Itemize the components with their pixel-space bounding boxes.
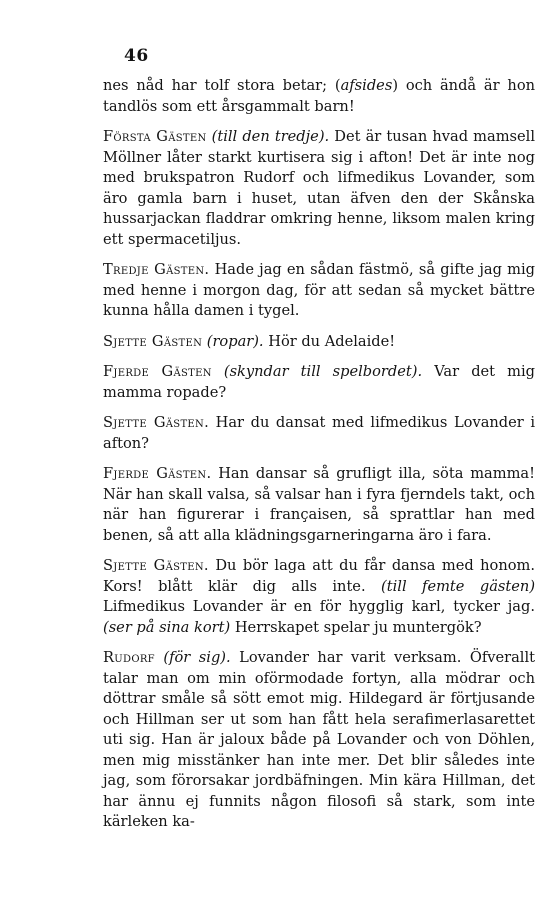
speaker-name: Fjerde Gästen. <box>103 465 212 482</box>
paragraph-continuation <box>103 76 535 117</box>
stage-direction: afsides <box>340 77 393 94</box>
stage-direction: (till den tredje). <box>211 128 330 145</box>
text-run: ) och ändå är hon tandlös som ett årsgammalt barn! <box>103 77 536 115</box>
speaker-name: Första Gästen <box>103 128 207 145</box>
speaker-name: Rudorf <box>103 649 155 666</box>
text-run: nes nåd har tolf stora betar; ( <box>103 77 341 94</box>
stage-direction: (ropar). <box>206 332 264 350</box>
dialogue-text: Hör du Adelaide! <box>263 332 396 350</box>
dialogue-text: Herrskapet spelar ju muntergök? <box>230 618 482 636</box>
stage-direction: (ser på sina kort) <box>103 618 231 636</box>
page-text <box>103 76 535 833</box>
stage-direction: (för sig). <box>163 649 231 666</box>
dialogue-text: Du bör laga att du får dansa med honom. Kors! blått klär dig alls inte. <box>103 557 535 595</box>
dialogue-text: Var det mig mamma ropade? <box>103 363 536 401</box>
dialogue-text: Lovander har varit verksam. Öfverallt talar man om min oförmodade fortyn, alla mödrar och döttrar småle så sött emot mig. Hildegard är förtjusande och Hillman ser ut som han fått hela serafimerlasarettet uti sig. Han är jaloux både på Lovander och von Döhlen, men mig misstänker han inte mer. Det blir således inte jag, som förorsakar jordbäfningen. Min kära Hillman, det har ännu ej funnits någon filosofi så stark, som inte kärleken ka- <box>103 649 535 830</box>
speaker-name: Fjerde Gästen <box>103 363 212 380</box>
page-number: 46 <box>124 46 149 66</box>
dialogue-paragraph <box>103 127 535 250</box>
speaker-name: Sjette Gästen. <box>103 414 210 431</box>
dialogue-paragraph <box>103 648 535 833</box>
dialogue-text: Har du dansat med lifmedikus Lovander i afton? <box>103 414 536 452</box>
dialogue-text: Hade jag en sådan fästmö, så gifte jag mig med henne i morgon dag, för att sedan så mycket bättre kunna hålla damen i tygel. <box>103 261 535 319</box>
stage-direction: (skyndar till spelbordet). <box>223 363 423 380</box>
dialogue-text: Lifmedikus Lovander är en för hygglig karl, tycker jag. <box>103 598 535 615</box>
speaker-name: Sjette Gästen <box>103 332 203 350</box>
stage-direction: (till femte gästen) <box>381 577 536 595</box>
speaker-name: Tredje Gästen. <box>103 261 210 278</box>
dialogue-text: Han dansar så grufligt illa, söta mamma! När han skall valsa, så valsar han i fyra fjerndels takt, och när han figurerar i françaisen, så sprattlar han med benen, så att alla klädningsgarneringarna äro i fara. <box>103 465 535 544</box>
dialogue-paragraph <box>103 332 535 353</box>
dialogue-paragraph <box>103 556 535 638</box>
dialogue-text: Det är tusan hvad mamsell Möllner låter starkt kurtisera sig i afton! Det är inte nog med brukspatron Rudorf och lifmedikus Lovander, som äro gamla barn i huset, utan äfven den der Skånska hussarjackan fladdrar omkring henne, liksom malen kring ett spermacetiljus. <box>103 128 536 248</box>
speaker-name: Sjette Gästen. <box>103 557 209 574</box>
dialogue-paragraph <box>103 362 535 403</box>
dialogue-paragraph <box>103 260 535 322</box>
dialogue-paragraph <box>103 464 535 546</box>
dialogue-paragraph <box>103 413 535 454</box>
